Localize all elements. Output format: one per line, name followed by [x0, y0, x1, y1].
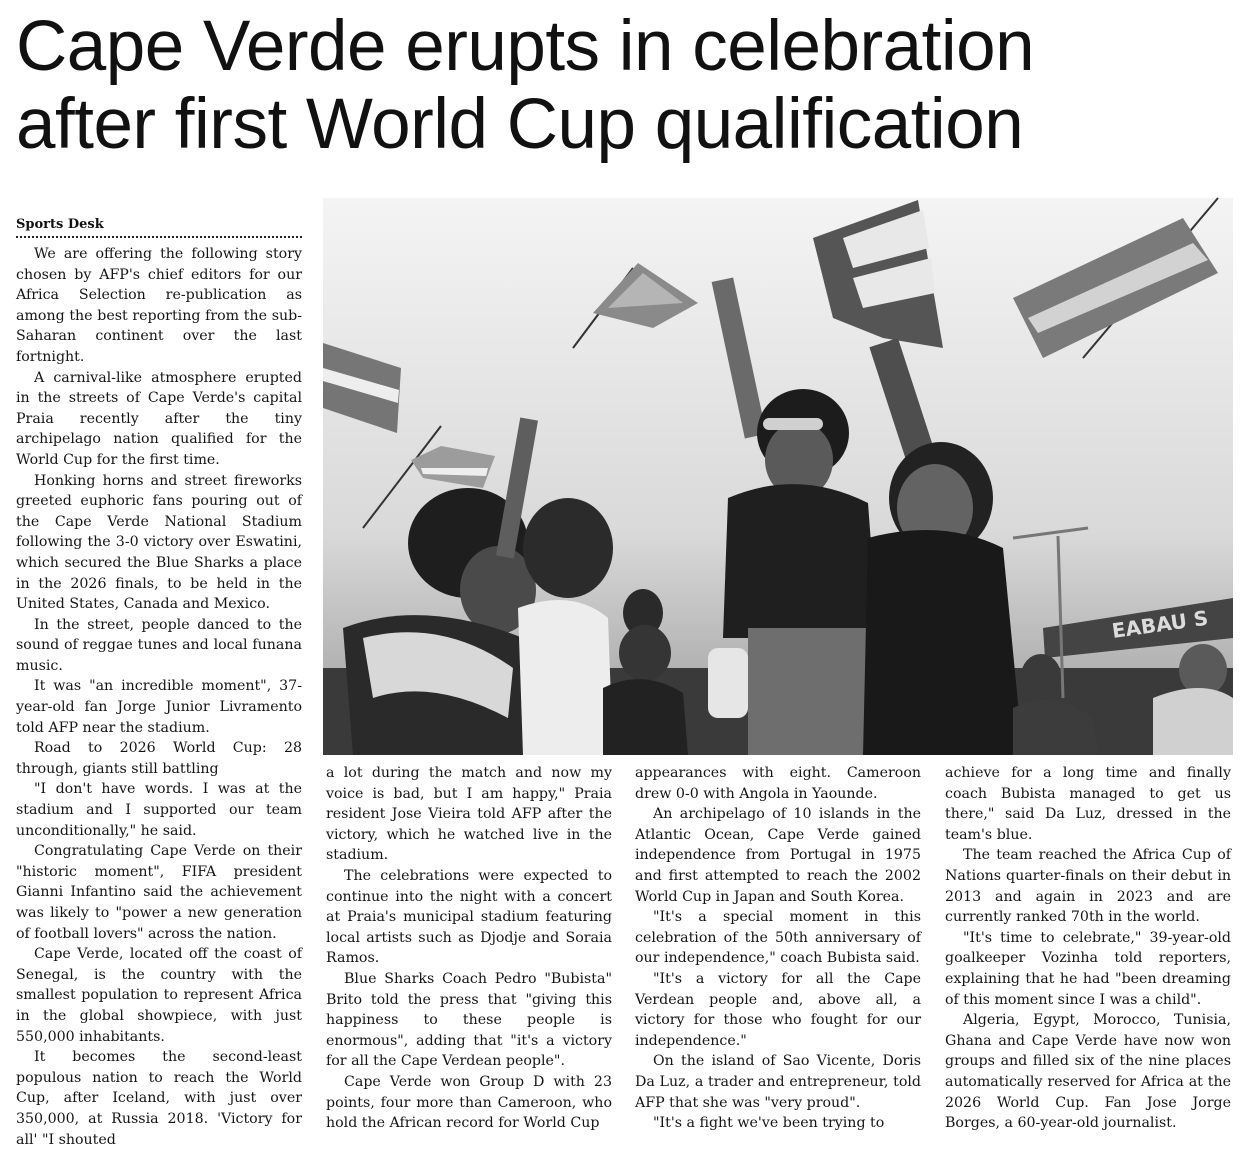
article-paragraph: A carnival-like atmosphere erupted in the streets of Cape Verde's capital Praia recently after the tiny archipelago nation qualified for the World Cup for the first time. — [16, 369, 302, 468]
article-paragraph: Algeria, Egypt, Morocco, Tunisia, Ghana and Cape Verde have now won groups and filled six of the nine places automatically reserved for Africa at the 2026 World Cup. Fan Jose Jorge Borges, a 60-year-old journalist. — [945, 1012, 1231, 1132]
article-paragraph: "It's a special moment in this celebration of the 50th anniversary of our independence," coach Bubista said. — [635, 909, 921, 967]
article-paragraph: a lot during the match and now my voice is bad, but I am happy," Praia resident Jose Vieira told AFP after the victory, which he watched live in the stadium. — [326, 765, 612, 864]
headline-line-1: Cape Verde erupts in celebration — [16, 7, 1035, 86]
article-paragraph: Road to 2026 World Cup: 28 through, giants still battling — [16, 740, 302, 777]
article-paragraph: We are offering the following story chosen by AFP's chief editors for our Africa Selection re-publication as among the best reporting from the sub-Saharan continent over the last fortnight. — [16, 246, 302, 365]
article-paragraph: "I don't have words. I was at the stadium and I supported our team unconditionally," he said. — [16, 781, 302, 839]
article-paragraph: The celebrations were expected to continue into the night with a concert at Praia's municipal stadium featuring local artists such as Djodje and Soraia Ramos. — [326, 867, 612, 967]
headline-line-2: after first World Cup qualification — [16, 85, 1024, 164]
article-paragraph: "It's a victory for all the Cape Verdean people and, above all, a victory for those who fought for our independence." — [635, 970, 921, 1049]
article-column-2 — [326, 763, 612, 1139]
byline: Sports Desk — [16, 216, 302, 238]
celebration-photo — [323, 198, 1233, 755]
article-column-1 — [16, 244, 302, 1148]
article-paragraph: It becomes the second-least populous nation to reach the World Cup, after Iceland, with just over 350,000, at Russia 2018. 'Victory for all' "I shouted — [16, 1049, 302, 1148]
article-paragraph: Honking horns and street fireworks greeted euphoric fans pouring out of the Cape Verde National Stadium following the 3-0 victory over Eswatini, which secured the Blue Sharks a place in the 2026 finals, to be held in the United States, Canada and Mexico. — [16, 472, 302, 613]
article-column-3 — [635, 763, 921, 1139]
article-paragraph: Congratulating Cape Verde on their "historic moment", FIFA president Gianni Infantino said the achievement was likely to "power a new generation of football lovers" across the nation. — [16, 843, 302, 942]
article-paragraph: The team reached the Africa Cup of Nations quarter-finals on their debut in 2013 and again in 2023 and are currently ranked 70th in the world. — [945, 847, 1231, 926]
svg-text:EABAU S: EABAU S — [1110, 605, 1210, 643]
article-column-4 — [945, 763, 1231, 1139]
article-paragraph: achieve for a long time and finally coach Bubista managed to get us there," said Da Luz, dressed in the team's blue. — [945, 765, 1231, 843]
photo-celebration-icon — [323, 198, 1233, 755]
article-paragraph: Blue Sharks Coach Pedro "Bubista" Brito told the press that "giving this happiness to these people is enormous", adding that "it's a victory for all the Cape Verdean people". — [326, 970, 612, 1070]
article-paragraph: On the island of Sao Vicente, Doris Da Luz, a trader and entrepreneur, told AFP that she was "very proud". — [635, 1053, 921, 1111]
article-paragraph: An archipelago of 10 islands in the Atlantic Ocean, Cape Verde gained independence from Portugal in 1975 and first attempted to reach the 2002 World Cup in Japan and South Korea. — [635, 806, 921, 905]
article-paragraph: Cape Verde won Group D with 23 points, four more than Cameroon, who hold the African record for World Cup — [326, 1073, 612, 1132]
article-paragraph: "It's time to celebrate," 39-year-old goalkeeper Vozinha told reporters, explaining that he had "been dreaming of this moment since I was a child". — [945, 929, 1231, 1008]
article-paragraph: In the street, people danced to the sound of reggae tunes and local funana music. — [16, 616, 302, 674]
article-paragraph: "It's a fight we've been trying to — [653, 1115, 885, 1132]
article-paragraph: appearances with eight. Cameroon drew 0-0 with Angola in Yaounde. — [635, 765, 921, 802]
headline — [16, 8, 1238, 164]
article-paragraph: It was "an incredible moment", 37-year-old fan Jorge Junior Livramento told AFP near the stadium. — [16, 678, 302, 736]
article-paragraph: Cape Verde, located off the coast of Senegal, is the country with the smallest population to represent Africa in the global showpiece, with just 550,000 inhabitants. — [16, 946, 302, 1045]
